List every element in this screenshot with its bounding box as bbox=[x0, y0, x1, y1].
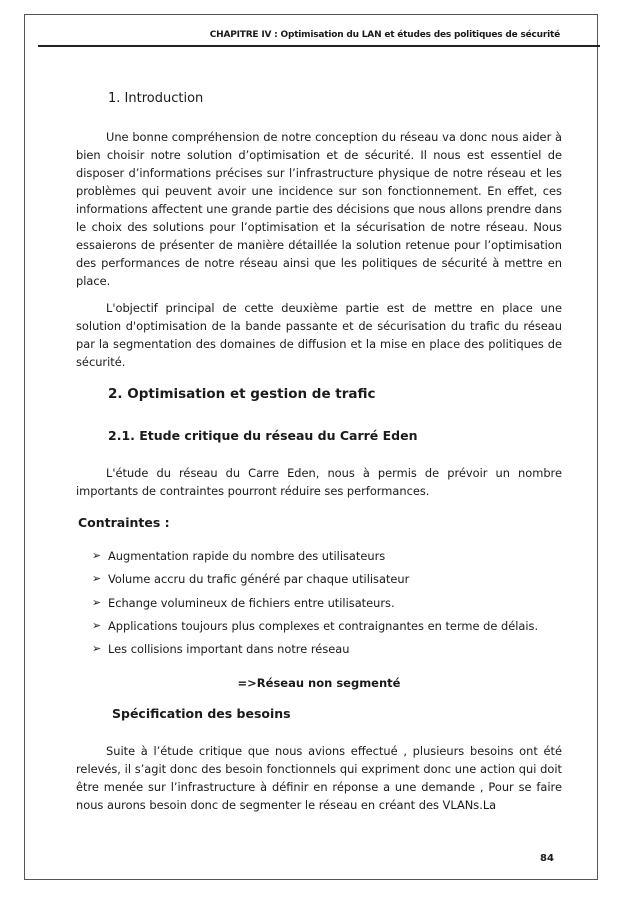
list-item: ➢ Echange volumineux de fichiers entre utilisateurs. bbox=[92, 595, 395, 610]
spec-paragraph: Suite à l’étude critique que nous avions effectué , plusieurs besoins ont été relevés, il s’agit donc des besoin fonctionnels qui expriment donc une action qui doit être menée sur l’infrastructure à définir en réponse a une demande , Pour se faire nous aurons besoin donc de segmenter le réseau en créant des VLANs.La bbox=[76, 744, 562, 812]
etude-paragraph: L'étude du réseau du Carre Eden, nous à permis de prévoir un nombre importants de contraintes pourront réduire ses performances. bbox=[76, 466, 562, 498]
arrow-bullet-icon: ➢ bbox=[92, 549, 102, 562]
running-header: CHAPITRE IV : Optimisation du LAN et études des politiques de sécurité bbox=[209, 30, 560, 40]
page-number: 84 bbox=[540, 853, 554, 864]
arrow-bullet-icon: ➢ bbox=[92, 618, 102, 632]
arrow-bullet-icon: ➢ bbox=[92, 572, 102, 586]
arrow-bullet-icon: ➢ bbox=[92, 595, 102, 609]
list-item: ➢ Augmentation rapide du nombre des utilisateurs bbox=[92, 549, 386, 563]
list-item: ➢ Volume accru du trafic généré par chaque utilisateur bbox=[92, 572, 410, 587]
intro-paragraph-2: L'objectif principal de cette deuxième partie est de mettre en place une solution d'optimisation de la bande passante et de sécurisation du trafic du réseau par la segmentation des domaines de diffusion et la mise en place des politiques de sécurité. bbox=[76, 301, 562, 369]
section-title-introduction: 1. Introduction bbox=[108, 91, 204, 106]
constraints-list bbox=[92, 547, 538, 663]
constraints-title: Contraintes : bbox=[78, 515, 170, 530]
section-title-optimisation: 2. Optimisation et gestion de trafic bbox=[108, 386, 376, 402]
conclusion-note: =>Réseau non segmenté bbox=[237, 676, 401, 690]
subsection-title-etude: 2.1. Etude critique du réseau du Carré Eden bbox=[108, 428, 418, 443]
header-rule bbox=[38, 45, 600, 47]
intro-paragraph-1: Une bonne compréhension de notre conception du réseau va donc nous aider à bien choisir notre solution d’optimisation et de sécurité. Il nous est essentiel de disposer d’informations précises sur l’infrastructure physique de notre réseau et les problèmes qui peuvent avoir une incidence sur son fonctionnement. En effet, ces informations affectent une grande partie des décisions que nous allons prendre dans le choix des solutions pour l’optimisation et la sécurisation de notre réseau. Nous essaierons de présenter de manière détaillée la solution retenue pour l’optimisation des performances de notre réseau ainsi que les politiques de sécurité à mettre en place. bbox=[76, 130, 562, 288]
list-item: ➢ Les collisions important dans notre réseau bbox=[92, 642, 350, 657]
arrow-bullet-icon: ➢ bbox=[92, 642, 102, 656]
list-item: ➢ Applications toujours plus complexes et contraignantes en terme de délais. bbox=[92, 618, 539, 633]
spec-title: Spécification des besoins bbox=[112, 706, 291, 721]
